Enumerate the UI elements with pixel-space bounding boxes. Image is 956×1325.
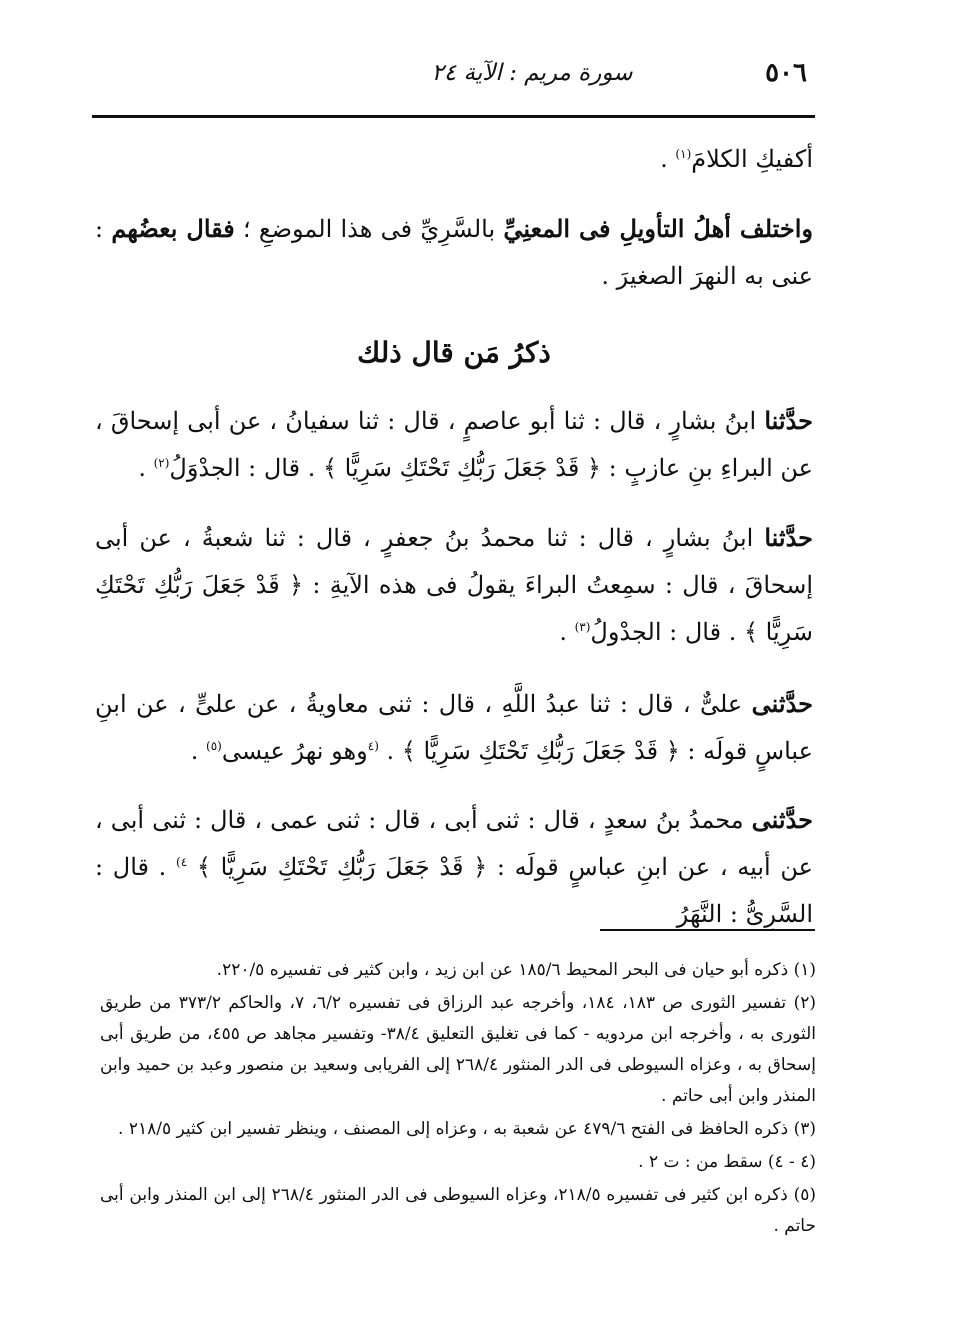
narration-4-end: . قال : السَّرِىُّ : النَّهَرُ xyxy=(95,853,813,928)
footnote-ref-2: (٢) xyxy=(153,456,170,470)
narration-2 xyxy=(95,514,813,656)
p1-end: . xyxy=(660,145,676,173)
narration-1 xyxy=(95,397,813,492)
paragraph-1 xyxy=(95,136,813,183)
footnote-ref-4-close: ٤) xyxy=(176,855,188,869)
footnote-rule xyxy=(600,929,815,931)
p2-mid: بالسَّرِيِّ فى هذا الموضعِ ؛ xyxy=(234,215,504,243)
footnote-4: (٤ - ٤) سقط من : ت ٢ . xyxy=(638,1152,816,1172)
footnote-1: (١) ذكره أبو حيان فى البحر المحيط ١٨٥/٦ عن ابن زيد ، وابن كثير فى تفسيره ٢٢٠/٥. xyxy=(216,960,816,980)
page-number: ٥٠٦ xyxy=(765,58,807,88)
footnote-2: (٢) تفسير الثورى ص ١٨٣، ١٨٤، وأخرجه عبد الرزاق فى تفسيره ٦/٢، ٧، والحاكم ٣٧٣/٢ من طريق الثورى به ، وأخرجه ابن مردويه - كما فى تغليق التعليق ٣٨/٤- وتفسير مجاهد ص ٤٥٥، من طريق أبى إسحاق به ، وعزاه السيوطى فى الدر المنثور ٢٦٨/٤ إلى الفريابى وسعيد بن منصور وعبد بن حميد وابن المنذر وابن أبى حاتم . xyxy=(100,993,816,1106)
narration-1-end: . xyxy=(138,454,154,482)
narration-3 xyxy=(95,680,813,775)
p2-bold-2: فقال بعضُهم xyxy=(111,214,235,243)
running-title: سورة مريم : الآية ٢٤ xyxy=(431,60,633,86)
section-heading: ذكرُ مَن قال ذلك xyxy=(357,336,551,369)
narration-2-text: ابنُ بشارٍ ، قال : ثنا محمدُ بنُ جعفرٍ ، قال : ثنا شعبةُ ، عن أبى إسحاقَ ، قال : سمِعتُ البراءَ يقولُ فى هذه الآيةِ : ﴿ قَدْ جَعَلَ رَبُّكِ تَحْتَكِ سَرِيًّا ﴾ . قال : الجدْولُ xyxy=(95,524,813,646)
narration-1-text: ابنُ بشارٍ ، قال : ثنا أبو عاصمٍ ، قال : ثنا سفيانُ ، عن أبى إسحاقَ ، عن البراءِ بنِ عازبٍ : ﴿ قَدْ جَعَلَ رَبُّكِ تَحْتَكِ سَرِيًّا ﴾ . قال : الجدْوَلُ xyxy=(95,407,813,482)
narration-4-text: محمدُ بنُ سعدٍ ، قال : ثنى أبى ، قال : ثنى عمى ، قال : ثنى أبى ، عن أبيه ، عن ابنِ عباسٍ قولَه : ﴿ قَدْ جَعَلَ رَبُّكِ تَحْتَكِ سَرِيًّا ﴾ xyxy=(95,806,813,881)
narration-2-lead: حدَّثنا xyxy=(764,523,813,552)
narration-2-end: . xyxy=(559,618,575,646)
footnote-ref-5: (٥) xyxy=(206,739,222,753)
page-header xyxy=(92,58,812,98)
narration-3-end: . xyxy=(190,737,207,765)
p2-end: : عنى به النهرَ الصغيرَ . xyxy=(95,215,813,290)
narration-1-lead: حدَّثنا xyxy=(764,406,813,435)
narration-3-mid: وهو نهرُ عيسى xyxy=(221,737,368,765)
p1-text: أكفيكِ الكلامَ xyxy=(691,145,813,173)
narration-3-text: علىٌّ ، قال : ثنا عبدُ اللَّهِ ، قال : ثنى معاويةُ ، عن علىٍّ ، عن ابنِ عباسٍ قولَه : ﴿ قَدْ جَعَلَ رَبُّكِ تَحْتَكِ سَرِيًّا ﴾ . xyxy=(95,690,813,765)
narration-3-lead: حدَّثنى xyxy=(751,689,813,718)
footnote-5: (٥) ذكره ابن كثير فى تفسيره ٢١٨/٥، وعزاه السيوطى فى الدر المنثور ٢٦٨/٤ إلى ابن المنذر وابن أبى حاتم . xyxy=(100,1185,816,1236)
narration-4 xyxy=(95,796,813,938)
paragraph-2 xyxy=(95,205,813,300)
footnote-ref-4: (٤ xyxy=(367,739,379,753)
footnote-ref-1: (١) xyxy=(675,147,692,161)
narration-4-lead: حدَّثنى xyxy=(751,805,813,834)
header-rule xyxy=(92,115,815,118)
p2-bold-1: واختلف أهلُ التأويلِ فى المعنِيِّ xyxy=(503,214,813,243)
footnotes xyxy=(100,955,816,1244)
footnote-3: (٣) ذكره الحافظ فى الفتح ٤٧٩/٦ عن شعبة به ، وعزاه إلى المصنف ، وينظر تفسير ابن كثير ٢١٨/٥ . xyxy=(118,1119,816,1139)
footnote-ref-3: (٣) xyxy=(574,620,591,634)
